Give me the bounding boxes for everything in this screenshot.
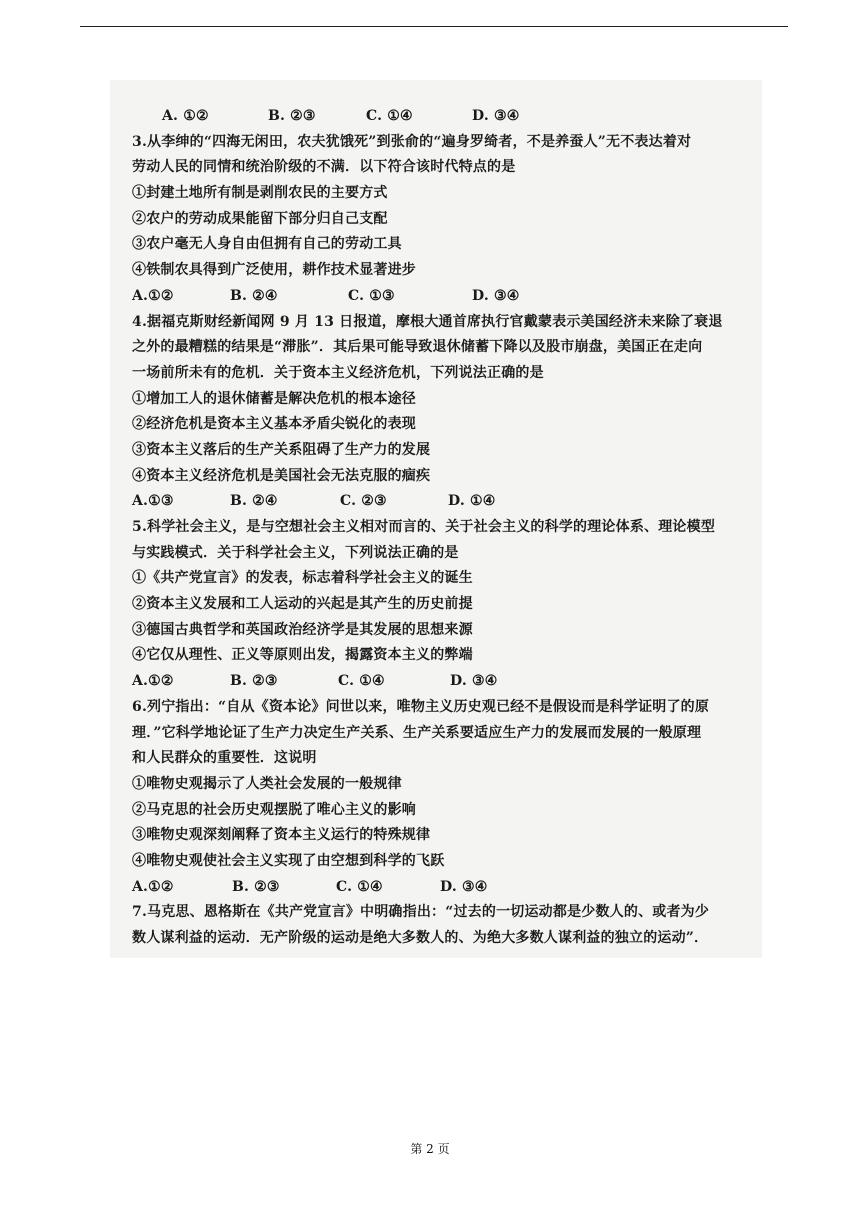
q4-stem-line-3: 一场前所未有的危机．关于资本主义经济危机，下列说法正确的是 xyxy=(132,364,544,381)
q3-option-c: C. ①③ xyxy=(348,287,395,304)
q3-stem-line-2: 劳动人民的同情和统治阶级的不满．以下符合该时代特点的是 xyxy=(132,159,516,176)
q4-stem-line-2: 之外的最糟糕的结果是“滞胀”．其后果可能导致退休储蓄下降以及股市崩盘，美国正在走向 xyxy=(132,339,703,356)
q3-option-d: D. ③④ xyxy=(472,287,520,304)
q6-statement-2: ②马克思的社会历史观摆脱了唯心主义的影响 xyxy=(132,801,416,818)
q3-option-a: A.①② xyxy=(132,287,174,304)
q5-statement-1: ①《共产党宣言》的发表，标志着科学社会主义的诞生 xyxy=(132,570,473,587)
q6-option-b: B. ②③ xyxy=(232,878,280,895)
q6-option-d: D. ③④ xyxy=(440,878,488,895)
q2-option-b: B. ②③ xyxy=(268,108,316,124)
q7-stem-line-2: 数人谋利益的运动．无产阶级的运动是绝大多数人的、为绝大多数人谋利益的独立的运动”． xyxy=(132,930,709,946)
page-number: 第 2 页 xyxy=(410,1142,450,1156)
document-body xyxy=(132,104,744,952)
q6-statement-3: ③唯物史观深刻阐释了资本主义运行的特殊规律 xyxy=(132,827,431,844)
q4-option-a: A.①③ xyxy=(132,493,174,510)
q3-option-b: B. ②④ xyxy=(230,287,278,304)
q4-options xyxy=(132,489,744,515)
q6-statement-1: ①唯物史观揭示了人类社会发展的一般规律 xyxy=(132,775,402,792)
q5-option-a: A.①② xyxy=(132,673,174,690)
q6-stem-line-3: 和人民群众的重要性．这说明 xyxy=(132,750,317,767)
q6-option-c: C. ①④ xyxy=(336,878,383,895)
q7-stem-line-1: 7.马克思、恩格斯在《共产党宣言》中明确指出：“过去的一切运动都是少数人的、或者为少 xyxy=(132,904,710,921)
q4-statement-4: ④资本主义经济危机是美国社会无法克服的痼疾 xyxy=(132,467,431,484)
q2-option-c: C. ①④ xyxy=(366,108,413,124)
q6-stem-line-2: 理．”它科学地论证了生产力决定生产关系、生产关系要适应生产力的发展而发展的一般原理 xyxy=(132,724,702,741)
q4-option-c: C. ②③ xyxy=(340,493,387,510)
q5-option-b: B. ②③ xyxy=(230,673,278,690)
q2-options xyxy=(132,104,744,130)
q5-stem-line-2: 与实践模式．关于科学社会主义，下列说法正确的是 xyxy=(132,544,459,561)
q3-statement-3: ③农户毫无人身自由但拥有自己的劳动工具 xyxy=(132,236,402,253)
q4-statement-3: ③资本主义落后的生产关系阻碍了生产力的发展 xyxy=(132,441,431,458)
q6-statement-4: ④唯物史观使社会主义实现了由空想到科学的飞跃 xyxy=(132,852,445,869)
q5-statement-3: ③德国古典哲学和英国政治经济学是其发展的思想来源 xyxy=(132,621,473,638)
q5-stem-line-1: 5.科学社会主义，是与空想社会主义相对而言的、关于社会主义的科学的理论体系、理论模型 xyxy=(132,519,716,535)
q3-stem-line-1: 3.从李绅的“四海无闲田，农夫犹饿死”到张俞的“遍身罗绮者，不是养蚕人”无不表达着对 xyxy=(132,133,692,150)
q4-statement-2: ②经济危机是资本主义基本矛盾尖锐化的表现 xyxy=(132,416,416,433)
q4-option-d: D. ①④ xyxy=(448,493,496,510)
q3-statement-4: ④铁制农具得到广泛使用，耕作技术显著进步 xyxy=(132,262,416,279)
q3-options xyxy=(132,284,744,310)
q4-stem-line-1: 4.据福克斯财经新闻网 9 月 13 日报道，摩根大通首席执行官戴蒙表示美国经济未来除了衰退 xyxy=(132,313,723,330)
header-rule xyxy=(80,26,788,27)
q5-option-d: D. ③④ xyxy=(450,673,498,690)
q3-statement-2: ②农户的劳动成果能留下部分归自己支配 xyxy=(132,210,388,227)
q5-statement-4: ④它仅从理性、正义等原则出发，揭露资本主义的弊端 xyxy=(132,647,473,664)
q5-options xyxy=(132,669,744,695)
q6-stem-line-1: 6.列宁指出：“自从《资本论》问世以来，唯物主义历史观已经不是假设而是科学证明了的原 xyxy=(132,698,710,715)
q3-statement-1: ①封建土地所有制是剥削农民的主要方式 xyxy=(132,185,388,202)
q6-option-a: A.①② xyxy=(132,878,174,895)
q6-options xyxy=(132,875,744,901)
q2-option-d: D. ③④ xyxy=(472,108,520,124)
q5-option-c: C. ①④ xyxy=(338,673,385,690)
q2-option-a: A. ①② xyxy=(162,108,209,124)
q4-statement-1: ①增加工人的退休储蓄是解决危机的根本途径 xyxy=(132,390,416,407)
q5-statement-2: ②资本主义发展和工人运动的兴起是其产生的历史前提 xyxy=(132,596,473,613)
q4-option-b: B. ②④ xyxy=(230,493,278,510)
